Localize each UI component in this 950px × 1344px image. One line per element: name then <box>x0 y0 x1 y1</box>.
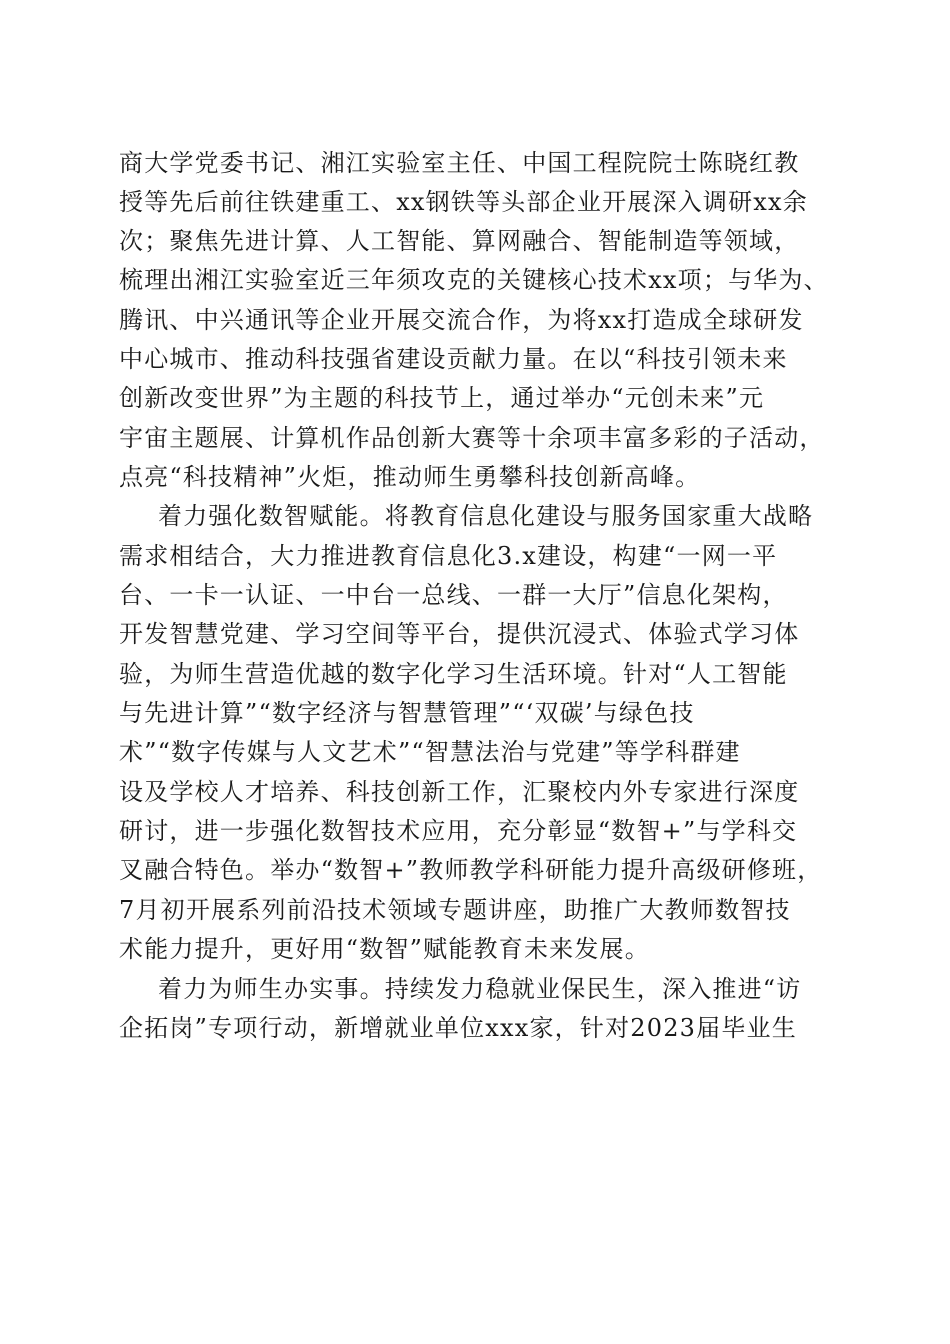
text-line: 腾讯、中兴通讯等企业开展交流合作，为将xx打造成全球研发 <box>119 306 804 334</box>
text-line: 术能力提升，更好用“数智”赋能教育未来发展。 <box>119 935 650 963</box>
text-line: 宇宙主题展、计算机作品创新大赛等十余项丰富多彩的子活动， <box>119 424 825 452</box>
text-line: 授等先后前往铁建重工、xx钢铁等头部企业开展深入调研xx余 <box>119 188 808 216</box>
text-line: 中心城市、推动科技强省建设贡献力量。在以“科技引领未来 <box>119 345 788 373</box>
text-line: 点亮“科技精神”火炬，推动师生勇攀科技创新高峰。 <box>119 463 701 491</box>
paragraph-start-line: 着力强化数智赋能。将教育信息化建设与服务国家重大战略 <box>158 502 814 530</box>
text-line: 次；聚焦先进计算、人工智能、算网融合、智能制造等领域， <box>119 227 800 255</box>
text-line: 梳理出湘江实验室近三年须攻克的关键核心技术xx项；与华为、 <box>119 266 829 294</box>
text-line: 研讨，进一步强化数智技术应用，充分彰显“数智+”与学科交 <box>119 817 798 845</box>
text-line: 需求相结合，大力推进教育信息化3.x建设，构建“一网一平 <box>119 542 778 570</box>
text-line: 创新改变世界”为主题的科技节上，通过举办“元创未来”元 <box>119 384 765 412</box>
text-line: 设及学校人才培养、科技创新工作，汇聚校内外专家进行深度 <box>119 778 800 806</box>
text-line: 企拓岗”专项行动，新增就业单位xxx家，针对2023届毕业生 <box>119 1014 797 1042</box>
text-line: 开发智慧党建、学习空间等平台，提供沉浸式、体验式学习体 <box>119 620 800 648</box>
text-line: 叉融合特色。举办“数智+”教师教学科研能力提升高级研修班， <box>119 856 823 884</box>
text-line: 台、一卡一认证、一中台一总线、一群一大厅”信息化架构， <box>119 581 788 609</box>
paragraph-start-line: 着力为师生办实事。持续发力稳就业保民生，深入推进“访 <box>158 975 802 1003</box>
text-line: 7月初开展系列前沿技术领域专题讲座，助推广大教师数智技 <box>119 896 791 924</box>
text-line: 商大学党委书记、湘江实验室主任、中国工程院院士陈晓红教 <box>119 149 800 177</box>
text-line: 验，为师生营造优越的数字化学习生活环境。针对“人工智能 <box>119 660 788 688</box>
text-line: 与先进计算”“数字经济与智慧管理”“‘双碳’与绿色技 <box>119 699 695 727</box>
text-line: 术”“数字传媒与人文艺术”“智慧法治与党建”等学科群建 <box>119 738 741 766</box>
